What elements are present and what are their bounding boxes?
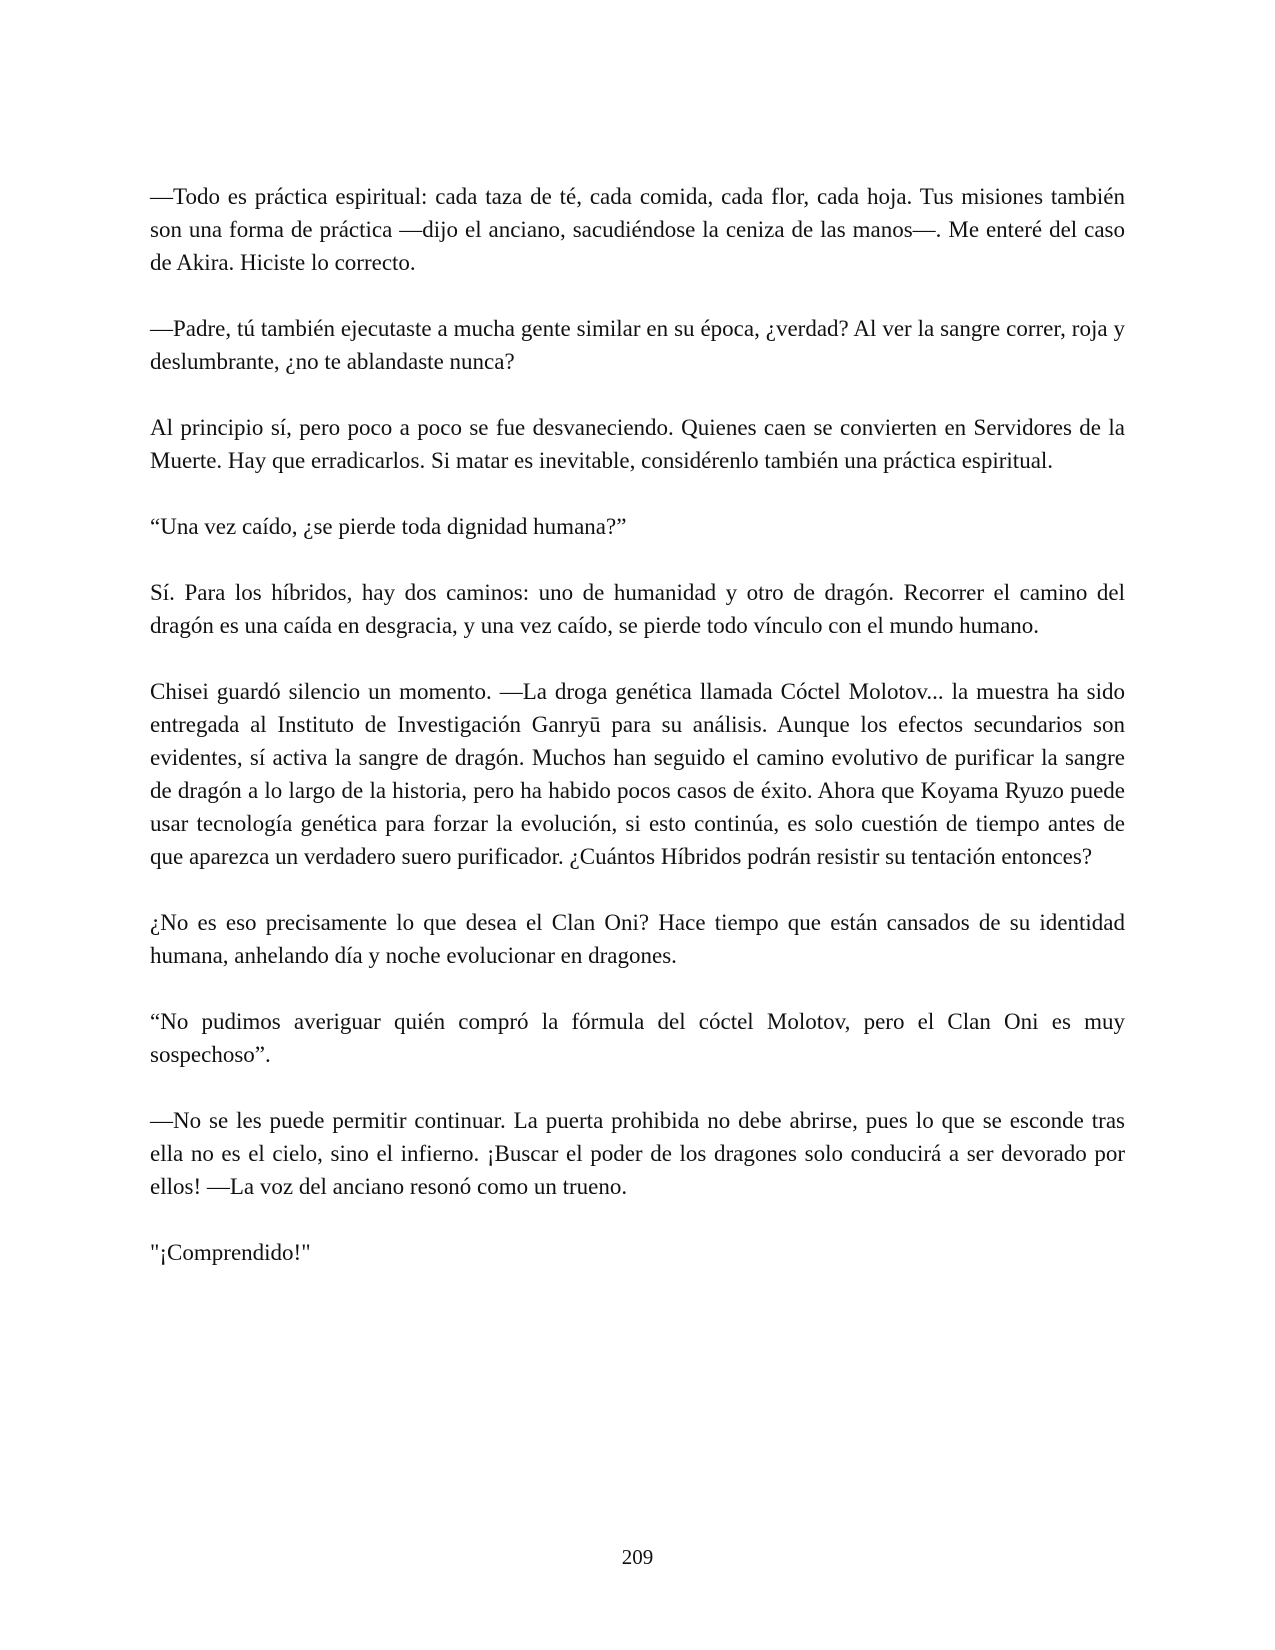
paragraph-4: “Una vez caído, ¿se pierde toda dignidad humana?” xyxy=(150,514,627,539)
paragraph-7: ¿No es eso precisamente lo que desea el Clan Oni? Hace tiempo que están cansados de su identidad humana, anhelando día y noche evolucionar en dragones. xyxy=(150,910,1125,968)
paragraph-8: “No pudimos averiguar quién compró la fórmula del cóctel Molotov, pero el Clan Oni es muy sospechoso”. xyxy=(150,1009,1125,1067)
paragraph-2: —Padre, tú también ejecutaste a mucha gente similar en su época, ¿verdad? Al ver la sangre correr, roja y deslumbrante, ¿no te ablandaste nunca? xyxy=(150,316,1125,374)
paragraph-1: —Todo es práctica espiritual: cada taza de té, cada comida, cada flor, cada hoja. Tus misiones también son una forma de práctica —dijo el anciano, sacudiéndose la ceniza de las manos—. Me enteré del caso de Akira. Hiciste lo correcto. xyxy=(150,184,1125,275)
paragraph-9: —No se les puede permitir continuar. La puerta prohibida no debe abrirse, pues lo que se esconde tras ella no es el cielo, sino el infierno. ¡Buscar el poder de los dragones solo conducirá a ser devorado por ellos! —La voz del anciano resonó como un trueno. xyxy=(150,1108,1125,1199)
paragraph-5: Sí. Para los híbridos, hay dos caminos: uno de humanidad y otro de dragón. Recorrer el camino del dragón es una caída en desgracia, y una vez caído, se pierde todo vínculo con el mundo humano. xyxy=(150,580,1125,638)
page-body xyxy=(150,180,1125,1302)
paragraph-6: Chisei guardó silencio un momento. —La droga genética llamada Cóctel Molotov... la muestra ha sido entregada al Instituto de Investigación Ganryū para su análisis. Aunque los efectos secundarios son evidentes, sí activa la sangre de dragón. Muchos han seguido el camino evolutivo de purificar la sangre de dragón a lo largo de la historia, pero ha habido pocos casos de éxito. Ahora que Koyama Ryuzo puede usar tecnología genética para forzar la evolución, si esto continúa, es solo cuestión de tiempo antes de que aparezca un verdadero suero purificador. ¿Cuántos Híbridos podrán resistir su tentación entonces? xyxy=(150,679,1125,869)
page-number: 209 xyxy=(621,1545,654,1569)
paragraph-10: "¡Comprendido!" xyxy=(150,1240,311,1265)
paragraph-3: Al principio sí, pero poco a poco se fue desvaneciendo. Quienes caen se convierten en Servidores de la Muerte. Hay que erradicarlos. Si matar es inevitable, considérenlo también una práctica espiritual. xyxy=(150,415,1125,473)
